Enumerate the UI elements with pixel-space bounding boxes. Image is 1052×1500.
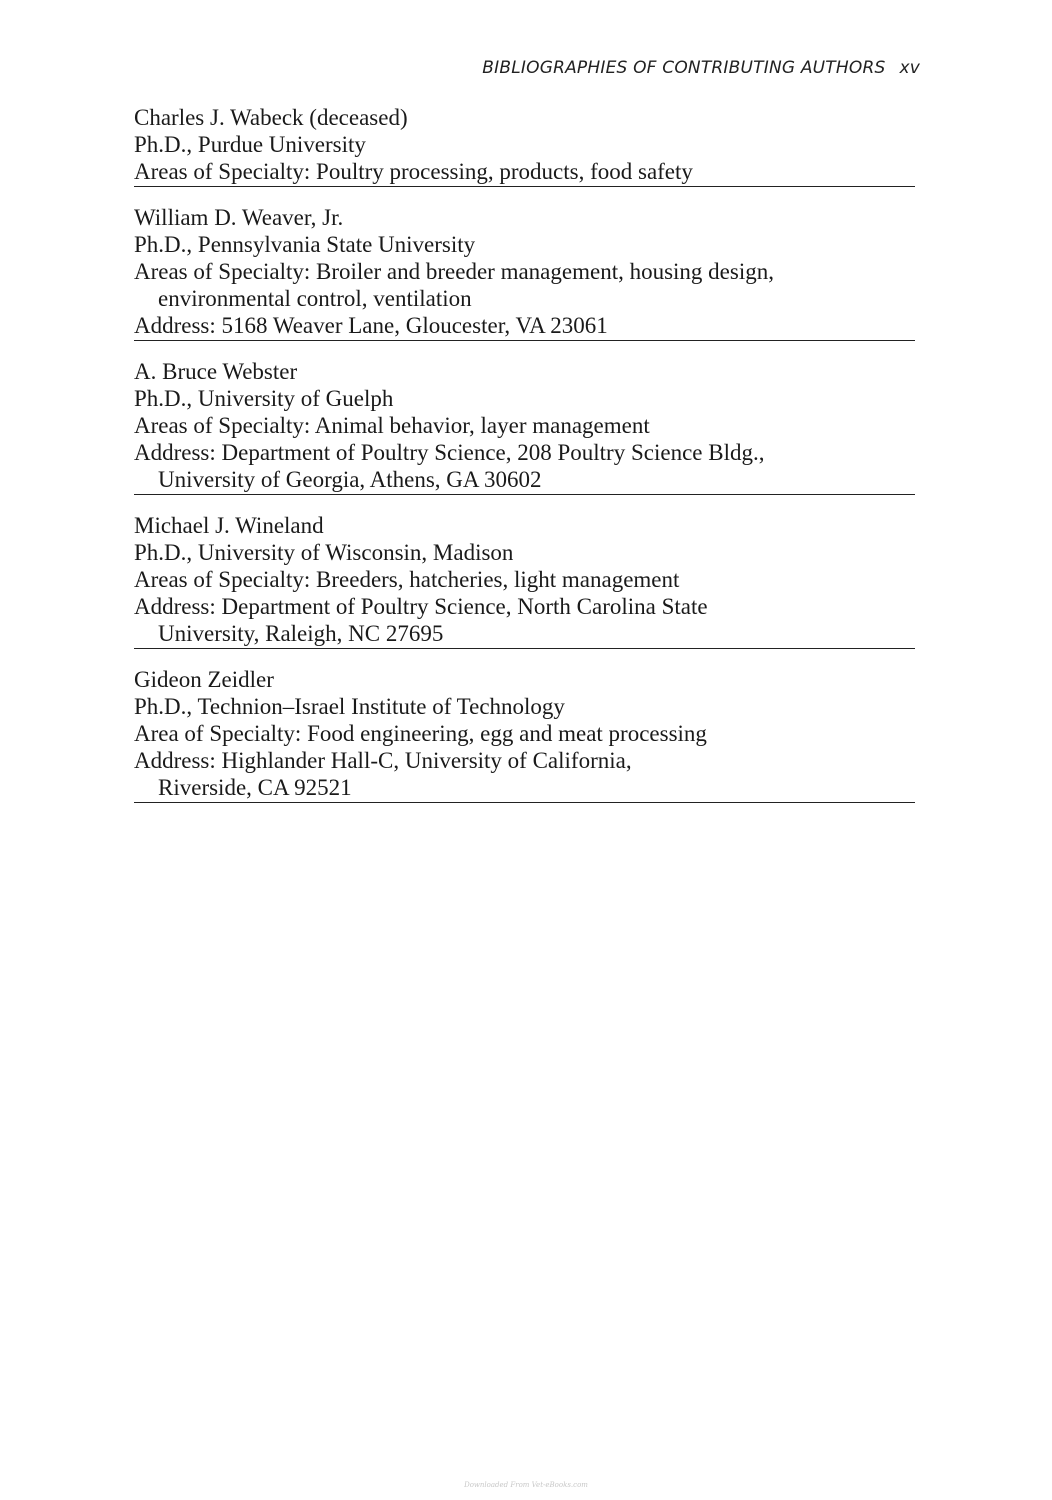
author-entry xyxy=(134,204,915,341)
author-name: A. Bruce Webster xyxy=(134,359,298,384)
entry-line: Ph.D., Purdue University xyxy=(134,132,366,157)
entry-line: Address: Highlander Hall-C, University of California, xyxy=(134,748,632,773)
entry-line: Ph.D., Pennsylvania State University xyxy=(134,232,476,257)
entry-line: Address: Department of Poultry Science, North Carolina State xyxy=(134,594,708,619)
author-name: Gideon Zeidler xyxy=(134,667,274,692)
entry-line: Area of Specialty: Food engineering, egg and meat processing xyxy=(134,721,707,746)
running-title: BIBLIOGRAPHIES OF CONTRIBUTING AUTHORS xyxy=(482,58,886,78)
author-entry xyxy=(134,104,915,187)
author-name: William D. Weaver, Jr. xyxy=(134,205,344,230)
entry-line: Areas of Specialty: Breeders, hatcheries, light management xyxy=(134,567,680,592)
entry-line: Address: Department of Poultry Science, 208 Poultry Science Bldg., xyxy=(134,440,765,465)
entry-continuation-line: environmental control, ventilation xyxy=(158,286,472,311)
author-entries xyxy=(134,104,915,820)
page-number: xv xyxy=(899,58,920,78)
entry-line: Ph.D., University of Guelph xyxy=(134,386,394,411)
entry-continuation-line: Riverside, CA 92521 xyxy=(158,775,352,800)
author-name: Charles J. Wabeck (deceased) xyxy=(134,105,408,130)
author-name: Michael J. Wineland xyxy=(134,513,324,538)
entry-line: Areas of Specialty: Animal behavior, layer management xyxy=(134,413,650,438)
running-head xyxy=(482,58,920,78)
entry-line: Areas of Specialty: Poultry processing, products, food safety xyxy=(134,159,693,184)
entry-continuation-line: University of Georgia, Athens, GA 30602 xyxy=(158,467,542,492)
author-entry xyxy=(134,666,915,803)
entry-line: Areas of Specialty: Broiler and breeder management, housing design, xyxy=(134,259,774,284)
entry-line: Ph.D., University of Wisconsin, Madison xyxy=(134,540,514,565)
download-watermark: Downloaded From Vet-eBooks.com xyxy=(464,1481,588,1489)
author-entry xyxy=(134,512,915,649)
entry-line: Address: 5168 Weaver Lane, Gloucester, VA 23061 xyxy=(134,313,608,338)
entry-line: Ph.D., Technion–Israel Institute of Technology xyxy=(134,694,565,719)
author-entry xyxy=(134,358,915,495)
entry-continuation-line: University, Raleigh, NC 27695 xyxy=(158,621,444,646)
